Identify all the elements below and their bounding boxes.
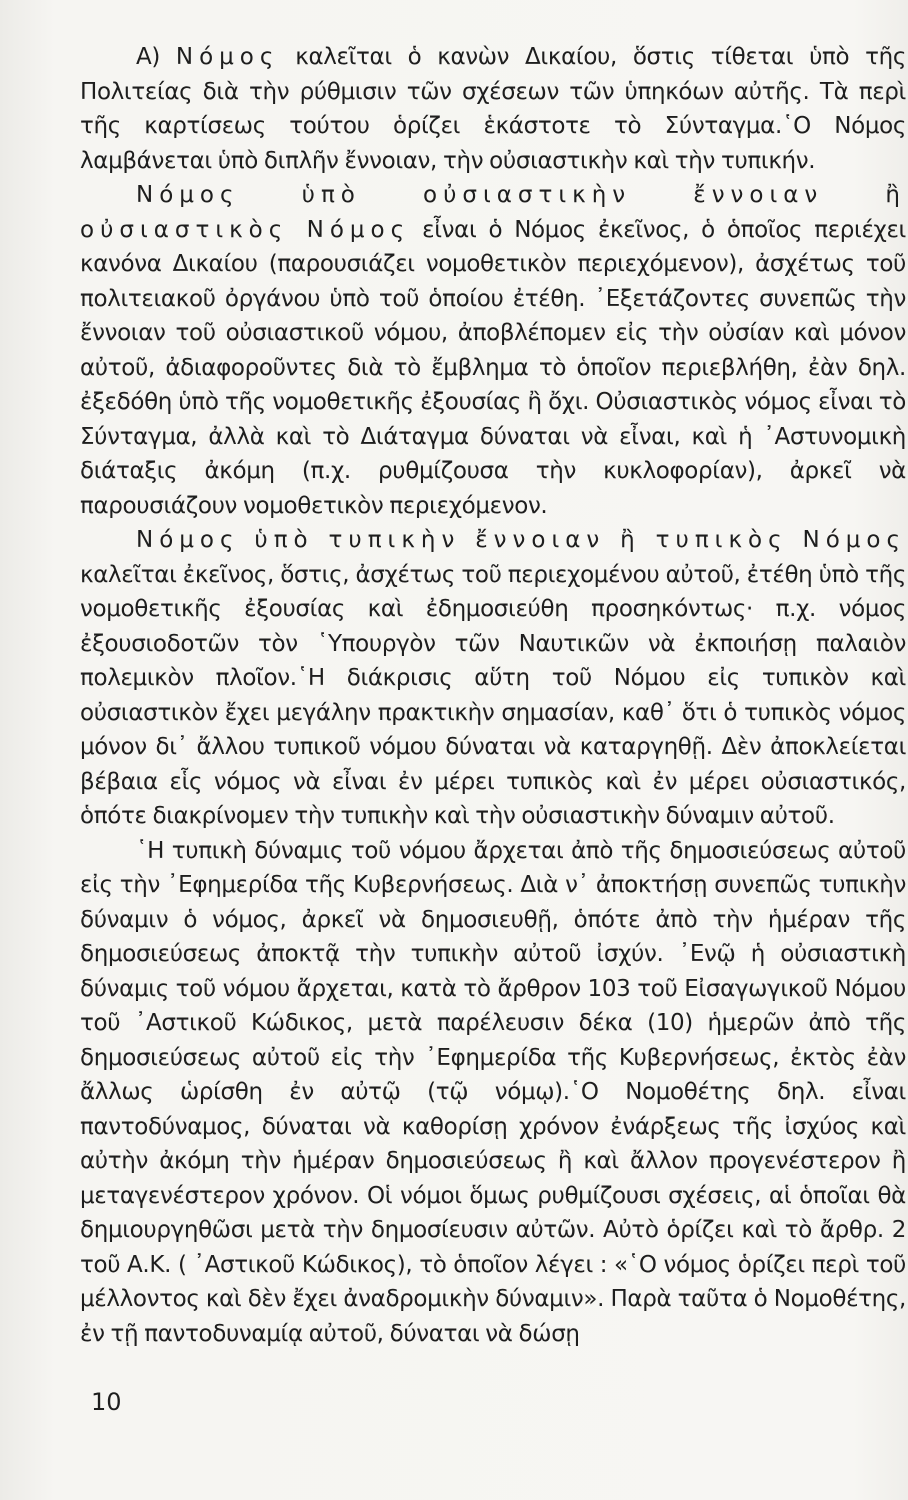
paragraph-text: ῾Η τυπικὴ δύναμις τοῦ νόμου ἄρχεται ἀπὸ τῆς δημοσιεύσεως αὐτοῦ εἰς τὴν ᾿Εφημερίδα τῆς Κυβερνήσεως. Διὰ ν᾿ ἀποκτήσῃ συνεπῶς τυπικὴν δύναμιν ὁ νόμος, ἀρκεῖ νὰ δημοσιευθῇ, ὁπότε ἀπὸ τὴν ἡμέραν τῆς δημοσιεύσεως ἀποκτᾷ τὴν τυπικὴν αὐτοῦ ἰσχύν. ᾿Ενῷ ἡ οὐσιαστικὴ δύναμις τοῦ νόμου ἄρχεται, κατὰ τὸ ἄρθρον 103 τοῦ Εἰσαγωγικοῦ Νόμου τοῦ ᾿Αστικοῦ Κώδικος, μετὰ παρέλευσιν δέκα (10) ἡμερῶν ἀπὸ τῆς δημοσιεύσεως αὐτοῦ εἰς τὴν ᾿Εφημερίδα τῆς Κυβερνήσεως, ἐκτὸς ἐὰν ἄλλως ὡρίσθη ἐν αὐτῷ (τῷ νόμῳ).῾Ο Νομοθέτης δηλ. εἶναι παντοδύναμος, δύναται νὰ καθορίσῃ χρόνον ἐνάρξεως τῆς ἰσχύος καὶ αὐτὴν ἀκόμη τὴν ἡμέραν δημοσιεύσεως ἢ καὶ ἄλλον προγενέστερον ἢ μεταγενέστερον χρόνον. Οἱ νόμοι ὅμως ρυθμίζουσι σχέσεις, αἱ ὁποῖαι θὰ δημιουργηθῶσι μετὰ τὴν δημοσίευσιν αὐτῶν. Αὐτὸ ὁρίζει καὶ τὸ ἄρθρ. 2 τοῦ Α.Κ. ( ᾿Αστικοῦ Κώδικος), τὸ ὁποῖον λέγει : «῾Ο νόμος ὁρίζει περὶ τοῦ μέλλοντος καὶ δὲν ἔχει ἀναδρομικὴν δύναμιν». Παρὰ ταῦτα ὁ Νομοθέτης, ἐν τῇ παντοδυναμίᾳ αὐτοῦ, δύναται νὰ δώσῃ [80,837,906,1347]
paragraph-text: εἶναι ὁ Νόμος ἐκεῖνος, ὁ ὁποῖος περιέχει κανόνα Δικαίου (παρουσιάζει νομοθετικὸν περιεχόμενον), ἀσχέτως τοῦ πολιτειακοῦ ὀργάνου ὑπὸ τοῦ ὁποίου ἐτέθη. ᾿Εξετάζοντες συνεπῶς τὴν ἔννοιαν τοῦ οὐσιαστικοῦ νόμου, ἀποβλέπομεν εἰς τὴν οὐσίαν καὶ μόνον αὐτοῦ, ἀδιαφοροῦντες διὰ τὸ ἔμβλημα τὸ ὁποῖον περιεβλήθη, ἐὰν δηλ. ἐξεδόθη ὑπὸ τῆς νομοθετικῆς ἐξουσίας ἢ ὄχι. Οὐσιαστικὸς νόμος εἶναι τὸ Σύνταγμα, ἀλλὰ καὶ τὸ Διάταγμα δύναται νὰ εἶναι, καὶ ἡ ᾿Αστυνομικὴ διάταξις ἀκόμη (π.χ. ρυθμίζουσα τὴν κυκλοφορίαν), ἀρκεῖ νὰ παρουσιάζουν νομοθετικὸν περιεχόμενον. [80,216,906,519]
body-text [80,40,906,1351]
paragraph-nomos-definition [80,40,906,178]
spaced-term: Νόμος [175,44,280,70]
page-number: 10 [91,1388,122,1416]
spaced-term: Νόμος ὑπὸ τυπικὴν ἔννοιαν ἢ τυπικὸς Νόμος [136,527,906,553]
paragraph-lead: Α) [136,44,176,70]
paragraph-text: καλεῖται ὁ κανὼν Δικαίου, ὅστις τίθεται ὑπὸ τῆς Πολιτείας διὰ τὴν ρύθμισιν τῶν σχέσεων τῶν ὑπηκόων αὐτῆς. Τὰ περὶ τῆς καρτίσεως τούτου ὁρίζει ἑκάστοτε τὸ Σύνταγμα.῾Ο Νόμος λαμβάνεται ὑπὸ διπλῆν ἔννοιαν, τὴν οὐσιαστικὴν καὶ τὴν τυπικήν. [80,44,907,174]
spaced-term: Νόμος ὑπὸ οὐσιαστικὴν ἔννοιαν ἢ οὐσιαστικὸς Νόμος [80,182,906,243]
paragraph-formal-law [80,523,906,834]
paragraph-formal-force [80,834,906,1352]
paragraph-substantive-law [80,178,906,523]
paragraph-text: καλεῖται ἐκεῖνος, ὅστις, ἀσχέτως τοῦ περιεχομένου αὐτοῦ, ἐτέθη ὑπὸ τῆς νομοθετικῆς ἐξουσίας καὶ ἐδημοσιεύθη προσηκόντως· π.χ. νόμος ἐξουσιοδοτῶν τὸν ῾Υπουργὸν τῶν Ναυτικῶν νὰ ἐκποιήσῃ παλαιὸν πολεμικὸν πλοῖον.῾Η διάκρισις αὕτη τοῦ Νόμου εἰς τυπικὸν καὶ οὐσιαστικὸν ἔχει μεγάλην πρακτικὴν σημασίαν, καθ᾿ ὅτι ὁ τυπικὸς νόμος μόνον δι᾿ ἄλλου τυπικοῦ νόμου δύναται νὰ καταργηθῇ. Δὲν ἀποκλείεται βέβαια εἷς νόμος νὰ εἶναι ἐν μέρει τυπικὸς καὶ ἐν μέρει οὐσιαστικός, ὁπότε διακρίνομεν τὴν τυπικὴν καὶ τὴν οὐσιαστικὴν δύναμιν αὐτοῦ. [80,561,906,829]
